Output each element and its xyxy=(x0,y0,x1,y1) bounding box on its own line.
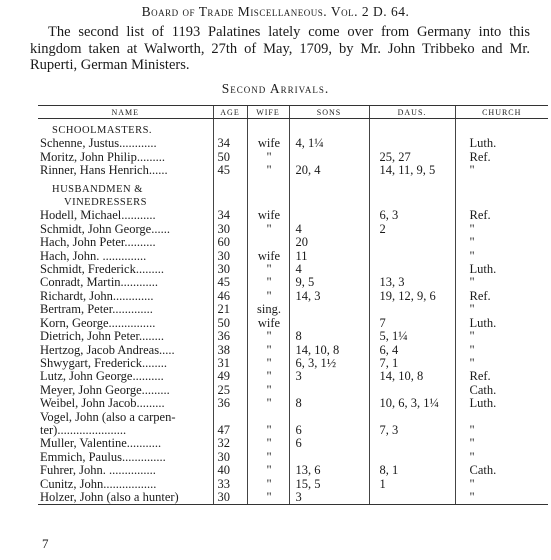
table-row xyxy=(38,411,548,424)
table-header-row xyxy=(38,106,548,119)
cell-wife: wife xyxy=(247,137,289,150)
cell-wife: " xyxy=(247,330,289,343)
cell-wife: " xyxy=(247,263,289,276)
cell-church: Ref. xyxy=(455,151,548,164)
cell-wife: " xyxy=(247,397,289,410)
cell-wife xyxy=(247,236,289,249)
cell-name: Korn, George............... xyxy=(40,316,156,330)
cell-age: 34 xyxy=(213,137,247,150)
cell-name: Bertram, Peter............. xyxy=(40,303,153,317)
table-row xyxy=(38,250,548,263)
cell-daus: 6, 3 xyxy=(369,209,455,222)
cell-daus: 5, 1¼ xyxy=(369,330,455,343)
cell-sons xyxy=(289,209,369,222)
cell-name: Hodell, Michael........... xyxy=(40,209,156,223)
cell-daus: 7, 1 xyxy=(369,357,455,370)
cell-age: 60 xyxy=(213,236,247,249)
cell-name: ter)...................... xyxy=(40,423,127,437)
page-number: 7 xyxy=(42,536,49,551)
cell-wife: " xyxy=(247,344,289,357)
table-row xyxy=(38,151,548,164)
cell-daus: 1 xyxy=(369,478,455,491)
cell-church xyxy=(455,411,548,424)
cell-name: Schmidt, John George...... xyxy=(40,222,170,236)
cell-daus xyxy=(369,437,455,450)
cell-wife: " xyxy=(247,223,289,236)
cell-wife: " xyxy=(247,164,289,177)
cell-sons xyxy=(289,451,369,464)
section-label: VINEDRESSERS xyxy=(64,197,148,209)
cell-sons: 13, 6 xyxy=(289,464,369,477)
table-row xyxy=(38,164,548,177)
cell-sons: 14, 10, 8 xyxy=(289,344,369,357)
cell-sons: 8 xyxy=(289,330,369,343)
cell-church: " xyxy=(455,344,548,357)
cell-daus: 25, 27 xyxy=(369,151,455,164)
cell-wife: " xyxy=(247,437,289,450)
cell-wife: wife xyxy=(247,317,289,330)
cell-church: " xyxy=(455,223,548,236)
cell-name: Emmich, Paulus.............. xyxy=(40,450,166,464)
cell-name: Schmidt, Frederick......... xyxy=(40,263,164,277)
table-row xyxy=(38,137,548,150)
cell-age: 30 xyxy=(213,451,247,464)
cell-church: Luth. xyxy=(455,317,548,330)
cell-sons: 6, 3, 1½ xyxy=(289,357,369,370)
cell-church: " xyxy=(455,276,548,289)
cell-name: Weibel, John Jacob......... xyxy=(40,397,165,411)
header-church: CHURCH xyxy=(455,106,548,119)
section-row-vinedressers xyxy=(38,196,548,209)
cell-age: 21 xyxy=(213,303,247,316)
cell-age: 49 xyxy=(213,370,247,383)
table-row xyxy=(38,370,548,383)
cell-daus: 14, 10, 8 xyxy=(369,370,455,383)
cell-age: 33 xyxy=(213,478,247,491)
cell-wife: " xyxy=(247,464,289,477)
cell-wife: sing. xyxy=(247,303,289,316)
table-row xyxy=(38,209,548,222)
cell-age: 32 xyxy=(213,437,247,450)
section-label: HUSBANDMEN & xyxy=(52,183,143,195)
cell-church: " xyxy=(455,478,548,491)
cell-age: 34 xyxy=(213,209,247,222)
cell-age: 50 xyxy=(213,317,247,330)
cell-daus: 8, 1 xyxy=(369,464,455,477)
cell-sons xyxy=(289,151,369,164)
cell-name: Schenne, Justus............ xyxy=(40,137,157,151)
cell-sons xyxy=(289,384,369,397)
cell-wife: wife xyxy=(247,209,289,222)
cell-age: 45 xyxy=(213,276,247,289)
table-row xyxy=(38,397,548,410)
header-age: AGE xyxy=(213,106,247,119)
cell-church: Ref. xyxy=(455,370,548,383)
cell-daus xyxy=(369,303,455,316)
cell-daus xyxy=(369,137,455,150)
header-daus: DAUS. xyxy=(369,106,455,119)
cell-wife xyxy=(247,411,289,424)
table-row xyxy=(38,303,548,316)
cell-church: " xyxy=(455,451,548,464)
cell-church: " xyxy=(455,357,548,370)
cell-sons: 8 xyxy=(289,397,369,410)
cell-church: Cath. xyxy=(455,384,548,397)
cell-church: Luth. xyxy=(455,137,548,150)
cell-church: " xyxy=(455,491,548,505)
table-row xyxy=(38,344,548,357)
cell-church: " xyxy=(455,250,548,263)
table-row xyxy=(38,384,548,397)
header-wife: WIFE xyxy=(247,106,289,119)
cell-daus: 10, 6, 3, 1¼ xyxy=(369,397,455,410)
cell-age xyxy=(213,411,247,424)
cell-sons: 4, 1¼ xyxy=(289,137,369,150)
table-row xyxy=(38,424,548,437)
section-label: SCHOOLMASTERS. xyxy=(52,125,153,136)
table-row xyxy=(38,317,548,330)
cell-age: 38 xyxy=(213,344,247,357)
cell-age: 31 xyxy=(213,357,247,370)
cell-daus: 2 xyxy=(369,223,455,236)
cell-name: Fuhrer, John. ............... xyxy=(40,464,156,478)
cell-daus: 19, 12, 9, 6 xyxy=(369,290,455,303)
cell-sons xyxy=(289,317,369,330)
cell-sons: 3 xyxy=(289,491,369,505)
cell-church: " xyxy=(455,330,548,343)
cell-sons: 4 xyxy=(289,263,369,276)
cell-church: Ref. xyxy=(455,290,548,303)
cell-name: Richardt, John............. xyxy=(40,289,154,303)
cell-wife: " xyxy=(247,151,289,164)
table-row xyxy=(38,478,548,491)
cell-sons: 20 xyxy=(289,236,369,249)
cell-wife: " xyxy=(247,290,289,303)
cell-name: Meyer, John George......... xyxy=(40,383,170,397)
cell-wife: " xyxy=(247,491,289,505)
cell-name: Lutz, John George.......... xyxy=(40,370,164,384)
cell-daus xyxy=(369,250,455,263)
page-header: Board of Trade Miscellaneous. Vol. 2 D. 64. xyxy=(141,4,410,19)
palatine-roster-table xyxy=(38,105,548,505)
cell-daus: 13, 3 xyxy=(369,276,455,289)
cell-age: 30 xyxy=(213,250,247,263)
cell-sons: 20, 4 xyxy=(289,164,369,177)
cell-church: " xyxy=(455,437,548,450)
cell-daus: 6, 4 xyxy=(369,344,455,357)
cell-name: Shwygart, Frederick........ xyxy=(40,356,168,370)
cell-age: 46 xyxy=(213,290,247,303)
cell-sons: 6 xyxy=(289,424,369,437)
table-row xyxy=(38,451,548,464)
cell-church: " xyxy=(455,164,548,177)
cell-age: 50 xyxy=(213,151,247,164)
cell-church: Cath. xyxy=(455,464,548,477)
cell-age: 40 xyxy=(213,464,247,477)
cell-daus xyxy=(369,451,455,464)
cell-sons: 11 xyxy=(289,250,369,263)
cell-church: Luth. xyxy=(455,397,548,410)
cell-daus: 7 xyxy=(369,317,455,330)
cell-age: 45 xyxy=(213,164,247,177)
cell-daus xyxy=(369,263,455,276)
cell-wife: " xyxy=(247,478,289,491)
intro-paragraph: The second list of 1193 Palatines lately come over from Germany into this kingdom taken at Walworth, 27th of May, 1709, by Mr. John Tribbeko and Mr. Ruperti, German Ministers. xyxy=(30,24,530,73)
cell-name: Holzer, John (also a hunter) xyxy=(38,491,213,505)
cell-age: 30 xyxy=(213,223,247,236)
section-row-schoolmasters xyxy=(38,124,548,137)
cell-sons: 6 xyxy=(289,437,369,450)
cell-age: 36 xyxy=(213,397,247,410)
cell-name: Conradt, Martin............ xyxy=(40,276,159,290)
cell-daus xyxy=(369,491,455,505)
table-row xyxy=(38,223,548,236)
cell-church: " xyxy=(455,236,548,249)
cell-age: 25 xyxy=(213,384,247,397)
cell-daus xyxy=(369,236,455,249)
cell-sons xyxy=(289,303,369,316)
cell-wife: " xyxy=(247,276,289,289)
table-row xyxy=(38,464,548,477)
cell-daus: 14, 11, 9, 5 xyxy=(369,164,455,177)
header-sons: SONS xyxy=(289,106,369,119)
cell-wife: " xyxy=(247,357,289,370)
table-row xyxy=(38,357,548,370)
cell-sons: 4 xyxy=(289,223,369,236)
table-row xyxy=(38,437,548,450)
header-name: NAME xyxy=(38,106,213,119)
cell-sons: 3 xyxy=(289,370,369,383)
section-subhead: Second Arrivals. xyxy=(221,81,330,96)
cell-name: Moritz, John Philip......... xyxy=(40,150,166,164)
cell-age: 47 xyxy=(213,424,247,437)
table-row xyxy=(38,276,548,289)
cell-daus xyxy=(369,384,455,397)
cell-wife: wife xyxy=(247,250,289,263)
cell-age: 30 xyxy=(213,263,247,276)
cell-church: Luth. xyxy=(455,263,548,276)
cell-wife: " xyxy=(247,424,289,437)
cell-name: Rinner, Hans Henrich...... xyxy=(40,164,168,178)
cell-church: Ref. xyxy=(455,209,548,222)
cell-church: " xyxy=(455,303,548,316)
cell-name: Hertzog, Jacob Andreas..... xyxy=(40,343,175,357)
table-row xyxy=(38,236,548,249)
cell-wife: " xyxy=(247,370,289,383)
table-row xyxy=(38,491,548,505)
table-row xyxy=(38,290,548,303)
cell-name: Cunitz, John................. xyxy=(40,477,157,491)
cell-sons: 14, 3 xyxy=(289,290,369,303)
cell-daus: 7, 3 xyxy=(369,424,455,437)
cell-sons: 15, 5 xyxy=(289,478,369,491)
cell-name: Hach, John. .............. xyxy=(40,249,147,263)
cell-wife: " xyxy=(247,451,289,464)
cell-sons: 9, 5 xyxy=(289,276,369,289)
cell-age: 36 xyxy=(213,330,247,343)
table-row xyxy=(38,263,548,276)
cell-age: 30 xyxy=(213,491,247,505)
cell-name: Hach, John Peter.......... xyxy=(40,236,156,250)
cell-daus xyxy=(369,411,455,424)
table-row xyxy=(38,330,548,343)
cell-sons xyxy=(289,411,369,424)
cell-wife: " xyxy=(247,384,289,397)
cell-church: " xyxy=(455,424,548,437)
cell-name: Vogel, John (also a carpen- xyxy=(40,410,176,424)
section-row-husbandmen xyxy=(38,183,548,196)
cell-name: Dietrich, John Peter........ xyxy=(40,330,164,344)
cell-name: Muller, Valentine........... xyxy=(40,437,162,451)
